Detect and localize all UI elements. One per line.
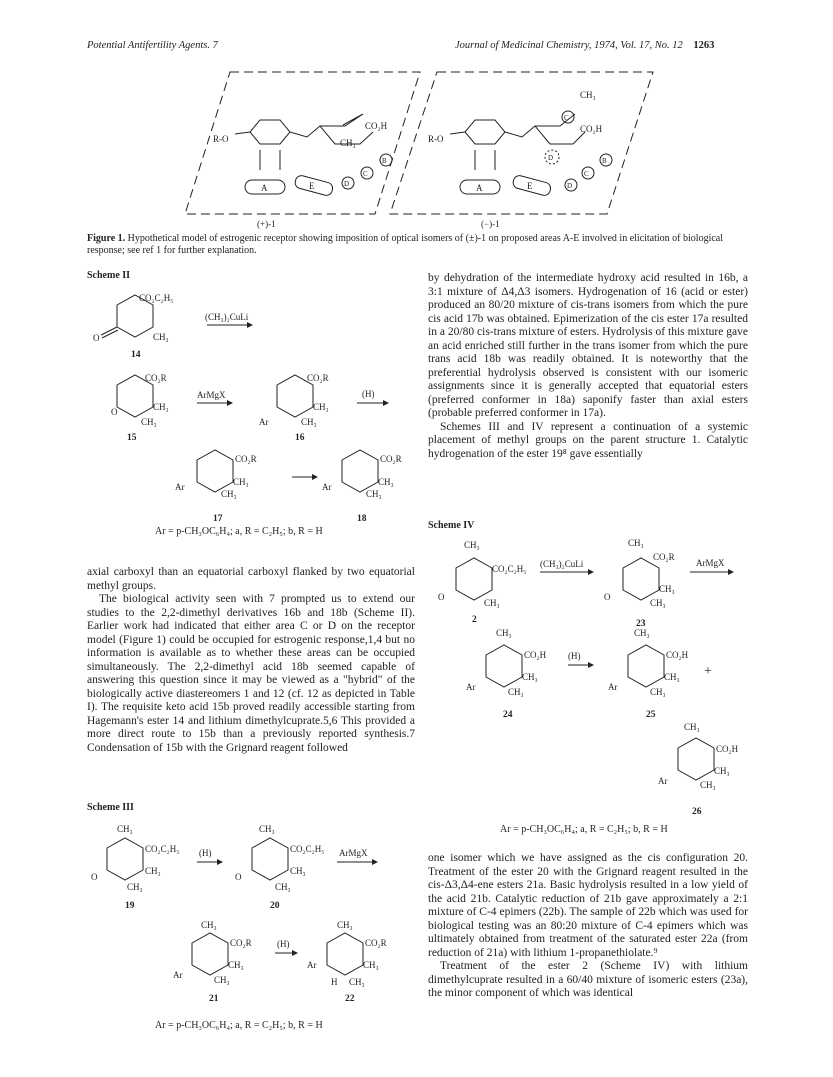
svg-text:CO₂H: CO₂H [524,650,547,660]
svg-text:CH₃: CH₃ [127,882,143,892]
scheme-3-title: Scheme III [87,802,134,813]
scheme-2-legend: Ar = p-CH₃OC₆H₄; a, R = C₂H₅; b, R = H [155,526,323,537]
svg-text:B: B [382,157,387,165]
paragraph: by dehydration of the intermediate hydroxy acid resulted in 16b, a 3:1 mixture of Δ4,Δ3 isomers. Hydrogenation of 16 (acid or ester) produced an 80/20 mixture of cis-trans isomers from which the pure cis acid 17b was obtained. Epimerization of the cis ester 17a resulted in a 20/80 cis-trans mixture of esters. Hydrolysis of this mixture gave an acid enriched still further in the trans isomer from which the pure trans acid 18b was readily obtained. It is noteworthy that the preferential hydrolysis observed is consistent with our isomeric assignments since it is generally accepted that equatorial esters (preferred conformer in 18a) saponify faster than axial esters (probable preferred conformer in 17a). [428,272,748,419]
scheme-3-legend: Ar = p-CH₃OC₆H₄; a, R = C₂H₅; b, R = H [155,1020,323,1031]
svg-text:CO₂C₂H₅: CO₂C₂H₅ [492,564,527,574]
svg-text:26: 26 [692,807,702,817]
running-title: Potential Antifertility Agents. 7 [87,40,218,51]
svg-text:(H): (H) [568,651,581,661]
svg-text:14: 14 [131,350,141,360]
compound-22-ring [327,933,363,975]
svg-text:O: O [235,872,242,882]
svg-text:20: 20 [270,901,280,911]
svg-text:CH₃: CH₃ [313,402,329,412]
svg-text:CO₂R: CO₂R [230,938,252,948]
svg-text:CH₃: CH₃ [628,538,644,548]
svg-text:C: C [584,170,589,178]
svg-text:Ar: Ar [322,482,332,492]
svg-text:CH₃: CH₃ [228,960,244,970]
right-column-text-bottom [428,852,748,1001]
svg-text:CH₃: CH₃ [714,766,730,776]
svg-text:Ar: Ar [259,417,269,427]
ro-label-right: R-O [428,134,444,144]
svg-text:25: 25 [646,710,656,720]
page-number: 1263 [693,40,715,51]
svg-text:CH₃: CH₃ [378,477,394,487]
svg-text:CH₃: CH₃ [366,489,382,499]
svg-text:CH₃: CH₃ [153,332,169,342]
paragraph: Treatment of the ester 2 (Scheme IV) with lithium dimethylcuprate resulted in a 60/40 mixture of isomeric esters (23a), the minor component of which was identical [428,960,748,999]
svg-text:CO₂C₂H₅: CO₂C₂H₅ [145,844,180,854]
svg-text:CH₃: CH₃ [201,920,217,930]
svg-text:CH₃: CH₃ [484,598,500,608]
svg-text:CH₃: CH₃ [275,882,291,892]
compound-21-ring [192,933,228,975]
paragraph: one isomer which we have assigned as the cis configuration 20. Treatment of the ester 20 with the Grignard reagent resulted in the cis-Δ3,Δ4-ene esters 21a. Basic hydrolysis resulted in a low yield of the acid 21b. Catalytic reduction of 21b gave approximately a 2:1 mixture of C-4 epimers (22b). The sample of 22b which was used for biological testing was an 80:20 mixture of C-4 epimers which was ultimately obtained from treatment of the saturated ester 22a (from reduction of 21a) with lithium 1-propanethiolate.⁹ [428,852,748,959]
compound-23-ring [623,558,659,600]
journal-name: Journal of Medicinal Chemistry, 1974, Vol. 17, No. 12 [455,40,683,51]
svg-text:17: 17 [213,514,223,524]
svg-text:CH₃: CH₃ [664,672,680,682]
svg-text:A: A [476,183,483,193]
svg-text:Ar: Ar [307,960,317,970]
svg-text:CH₃: CH₃ [508,687,524,697]
enantiomer-minus-label: (−)-1 [481,219,500,229]
svg-text:(H): (H) [362,389,375,399]
svg-text:O: O [93,333,100,343]
svg-text:O: O [111,407,118,417]
scheme-4-legend: Ar = p-CH₃OC₆H₄; a, R = C₂H₅; b, R = H [500,824,668,835]
svg-text:(H): (H) [199,848,212,858]
svg-text:CO₂R: CO₂R [380,454,402,464]
aromatic-ring-right [465,120,505,144]
enantiomer-plus-label: (+)-1 [257,219,276,229]
co2h-label-left: CO₂H [365,121,388,131]
svg-text:(CH₃)₂CuLi: (CH₃)₂CuLi [205,312,249,322]
svg-text:CH₃: CH₃ [259,824,275,834]
svg-text:D: D [567,182,573,190]
svg-text:O: O [91,872,98,882]
svg-text:CH₃: CH₃ [145,866,161,876]
compound-26-ring [678,738,714,780]
svg-text:CH₃: CH₃ [153,402,169,412]
ro-label-left: R-O [213,134,229,144]
figure-1-receptor-model [175,62,665,232]
svg-text:CO₂R: CO₂R [653,552,675,562]
left-column-text [87,566,415,755]
svg-text:E: E [527,181,533,191]
svg-text:23: 23 [636,619,646,629]
svg-text:(H): (H) [277,939,290,949]
paragraph: axial carboxyl than an equatorial carboxyl flanked by two equatorial methyl groups. [87,566,415,592]
scheme-4-title: Scheme IV [428,520,475,531]
svg-text:(CH₃)₂CuLi: (CH₃)₂CuLi [540,559,584,569]
svg-text:CH₃: CH₃ [233,477,249,487]
svg-text:CH₃: CH₃ [650,598,666,608]
svg-text:CO₂C₂H₅: CO₂C₂H₅ [290,844,325,854]
svg-text:+: + [704,664,712,679]
svg-text:CH₃: CH₃ [496,628,512,638]
figure-1-caption [87,233,747,257]
svg-text:C: C [363,170,368,178]
svg-text:CO₂C₂H₅: CO₂C₂H₅ [139,293,174,303]
svg-text:Ar: Ar [466,682,476,692]
svg-text:CH₃: CH₃ [337,920,353,930]
svg-text:2: 2 [472,615,477,625]
scheme-2-diagram [87,285,417,525]
svg-text:CH₃: CH₃ [301,417,317,427]
svg-text:Ar: Ar [608,682,618,692]
svg-text:E: E [309,181,315,191]
svg-text:19: 19 [125,901,135,911]
svg-text:CH₃: CH₃ [464,540,480,550]
compound-19-ring [107,838,143,880]
svg-text:CH₃: CH₃ [141,417,157,427]
compound-17-ring [197,450,233,492]
svg-text:16: 16 [295,433,305,443]
svg-text:15: 15 [127,433,137,443]
svg-text:CH₃: CH₃ [522,672,538,682]
caption-label: Figure 1. [87,233,126,244]
svg-text:B: B [602,157,607,165]
svg-text:22: 22 [345,994,355,1004]
svg-text:CO₂H: CO₂H [716,744,739,754]
svg-text:ArMgX: ArMgX [339,848,368,858]
svg-text:18: 18 [357,514,367,524]
svg-text:CH₃: CH₃ [214,975,230,985]
compound-2-ring [456,558,492,600]
svg-text:H: H [331,977,338,987]
svg-text:CH₃: CH₃ [363,960,379,970]
svg-text:CH₃: CH₃ [650,687,666,697]
svg-text:CO₂R: CO₂R [145,373,167,383]
svg-text:A: A [261,183,268,193]
svg-text:CO₂R: CO₂R [307,373,329,383]
svg-text:CH₃: CH₃ [684,722,700,732]
svg-text:CH₃: CH₃ [349,977,365,987]
svg-text:CH₃: CH₃ [659,584,675,594]
caption-text: Hypothetical model of estrogenic receptor showing imposition of optical isomers of (±)-1 on proposed areas A-E involved in elicitation of biological response; see ref 1 for further explanation. [87,233,723,256]
compound-18-ring [342,450,378,492]
svg-text:CH₃: CH₃ [634,628,650,638]
compound-20-ring [252,838,288,880]
svg-text:O: O [438,592,445,602]
compound-25-ring [628,645,664,687]
svg-text:CH₃: CH₃ [290,866,306,876]
svg-text:CO₂H: CO₂H [666,650,689,660]
svg-text:CH₃: CH₃ [117,824,133,834]
svg-text:D: D [548,154,554,162]
scheme-2-title: Scheme II [87,270,131,281]
svg-text:O: O [604,592,611,602]
co2h-label-right: CO₂H [580,124,603,134]
svg-text:CO₂R: CO₂R [235,454,257,464]
svg-text:Ar: Ar [175,482,185,492]
svg-text:CH₃: CH₃ [221,489,237,499]
scheme-3-diagram [87,818,417,1023]
ch3-label-left: CH₃ [340,138,356,148]
svg-text:CH₃: CH₃ [700,780,716,790]
scheme-4-diagram [428,530,748,820]
svg-text:Ar: Ar [658,776,668,786]
svg-text:24: 24 [503,710,513,720]
svg-text:D: D [344,180,350,188]
svg-text:C: C [564,114,569,122]
paragraph: The biological activity seen with 7 prompted us to extend our studies to the 2,2-dimethyl derivatives 16b and 18b (Scheme II). Earlier work had indicated that either area C or D on the receptor model (Figure 1) could be occupied for estrogenic response,1,4 but no information is available as to whether these areas can be occupied simultaneously. The 2,2-dimethyl acid 18b seemed capable of answering this question since it may be viewed as a "hybrid" of the biologically active diastereomers 1 and 12 (cf. 12 as depicted in Table I). The requisite keto acid 15b proved readily accessible starting from Hagemann's ester 14 and lithium dimethylcuprate.5,6 This provided a more direct route to 15b than a previously reported synthesis.7 Condensation of 15b with the Grignard reagent followed [87,593,415,754]
aromatic-ring-left [250,120,290,144]
svg-text:CO₂R: CO₂R [365,938,387,948]
ch3-label-right: CH₃ [580,90,596,100]
svg-text:ArMgX: ArMgX [696,558,725,568]
svg-text:21: 21 [209,994,219,1004]
svg-text:Ar: Ar [173,970,183,980]
journal-citation [455,40,714,51]
paragraph: Schemes III and IV represent a continuation of a systemic placement of methyl groups on the parent structure 1. Catalytic hydrogenation of the ester 19⁸ gave essentially [428,420,748,460]
compound-24-ring [486,645,522,687]
svg-text:ArMgX: ArMgX [197,390,226,400]
right-column-text-top [428,272,748,461]
